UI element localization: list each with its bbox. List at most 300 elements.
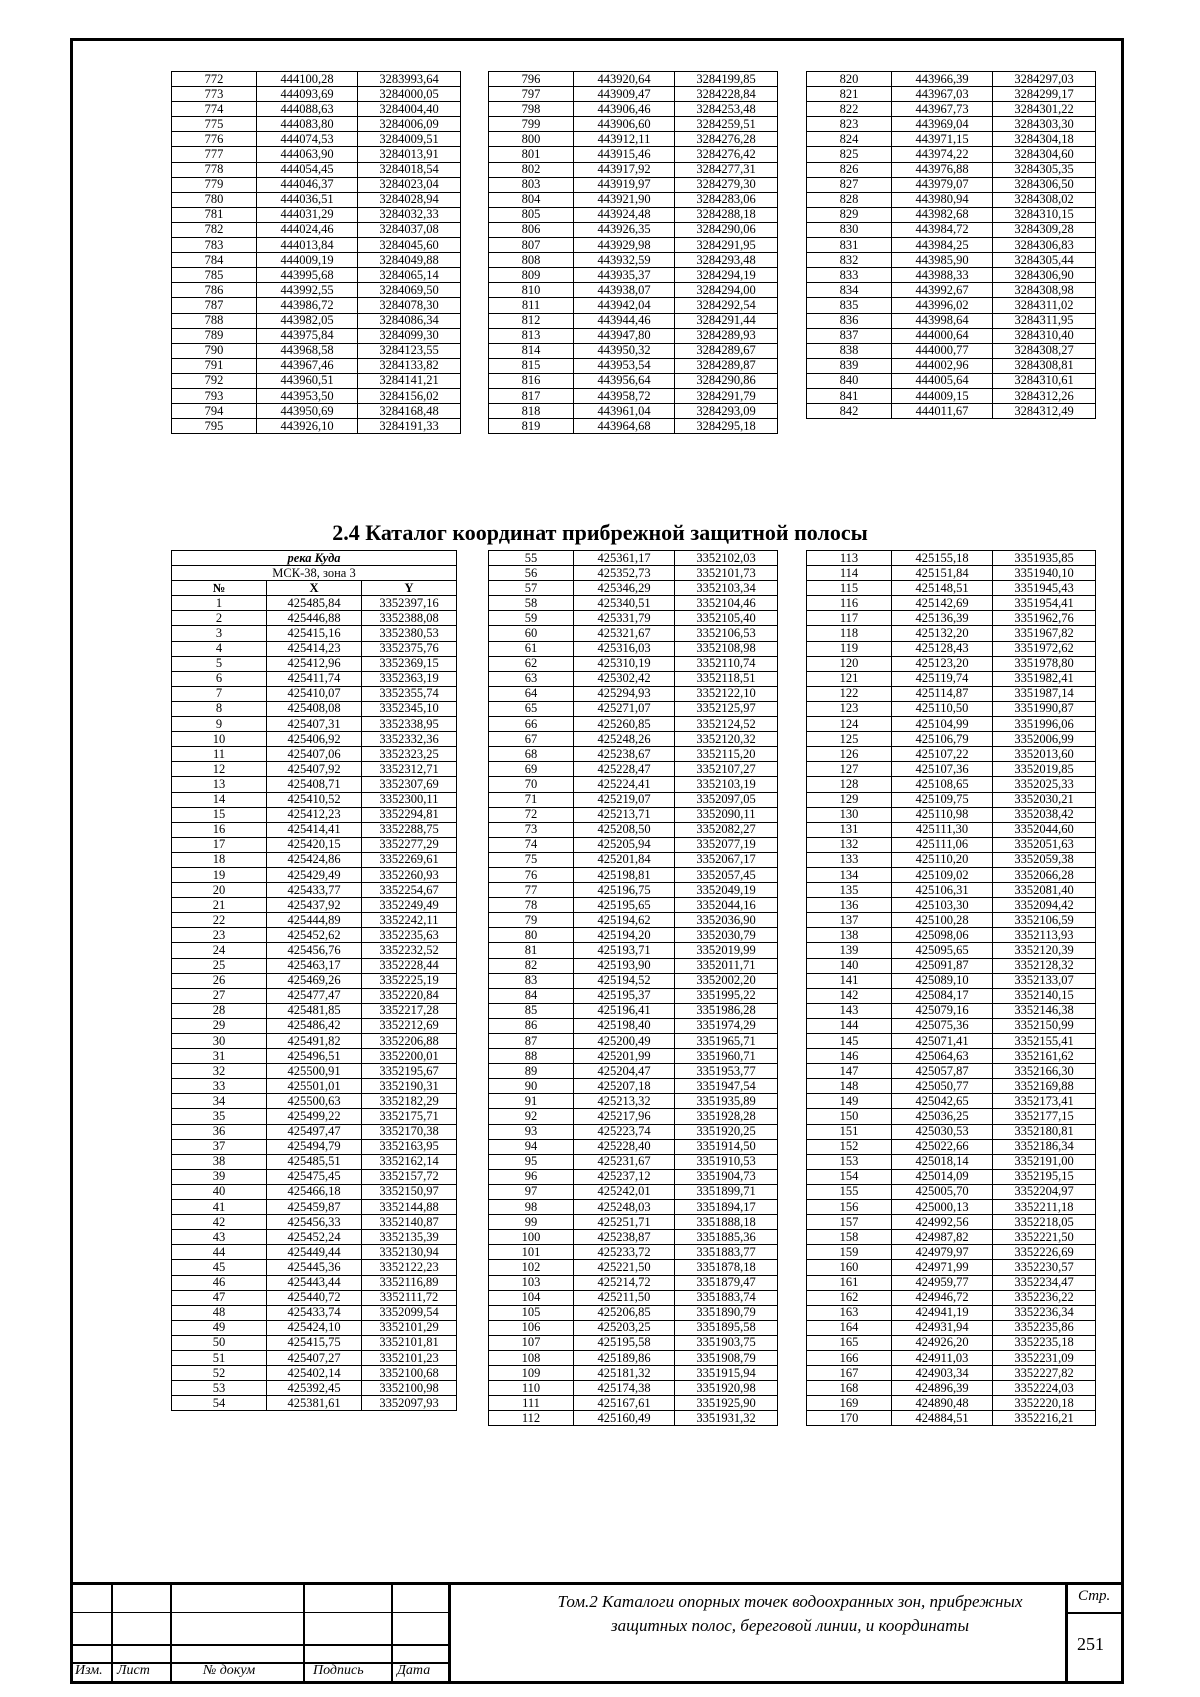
table-row	[489, 1034, 778, 1049]
y-coordinate: 3351883,77	[675, 1245, 778, 1260]
point-number: 10	[172, 732, 267, 747]
point-number: 121	[807, 671, 892, 686]
y-coordinate: 3352190,31	[362, 1079, 457, 1094]
x-coordinate: 444063,90	[257, 147, 358, 162]
y-coordinate: 3352044,60	[993, 822, 1096, 837]
y-coordinate: 3352057,45	[675, 867, 778, 882]
point-number: 42	[172, 1215, 267, 1230]
point-number: 20	[172, 883, 267, 898]
y-coordinate: 3351987,14	[993, 686, 1096, 701]
y-coordinate: 3352144,88	[362, 1200, 457, 1215]
x-coordinate: 425410,52	[267, 792, 362, 807]
y-coordinate: 3352106,59	[993, 913, 1096, 928]
x-coordinate: 425469,26	[267, 973, 362, 988]
x-coordinate: 425132,20	[892, 626, 993, 641]
point-number: 86	[489, 1018, 574, 1033]
x-coordinate: 443906,46	[574, 102, 675, 117]
point-number: 41	[172, 1200, 267, 1215]
y-coordinate: 3352066,28	[993, 867, 1096, 882]
x-coordinate: 444054,45	[257, 162, 358, 177]
y-coordinate: 3351914,50	[675, 1139, 778, 1154]
table-row	[807, 253, 1096, 268]
x-coordinate: 443968,58	[257, 343, 358, 358]
point-number: 776	[172, 132, 257, 147]
point-number: 58	[489, 596, 574, 611]
x-coordinate: 425193,71	[574, 943, 675, 958]
y-coordinate: 3352323,25	[362, 747, 457, 762]
point-number: 49	[172, 1320, 267, 1335]
y-coordinate: 3352332,36	[362, 732, 457, 747]
x-coordinate: 425446,88	[267, 611, 362, 626]
table-row	[807, 147, 1096, 162]
point-number: 63	[489, 671, 574, 686]
x-coordinate: 425414,23	[267, 641, 362, 656]
x-coordinate: 425100,28	[892, 913, 993, 928]
y-coordinate: 3352059,38	[993, 852, 1096, 867]
x-coordinate: 425194,52	[574, 973, 675, 988]
table-row	[807, 328, 1096, 343]
x-coordinate: 425361,17	[574, 551, 675, 566]
table-row	[172, 177, 461, 192]
table-row	[489, 1350, 778, 1365]
table-row	[489, 701, 778, 716]
x-coordinate: 443974,22	[892, 147, 993, 162]
x-coordinate: 444005,64	[892, 373, 993, 388]
point-number: 120	[807, 656, 892, 671]
point-number: 165	[807, 1335, 892, 1350]
table-row	[807, 671, 1096, 686]
title-block	[73, 1582, 1121, 1681]
point-number: 834	[807, 283, 892, 298]
header-x: X	[267, 581, 362, 596]
y-coordinate: 3352220,18	[993, 1396, 1096, 1411]
table-row	[807, 701, 1096, 716]
table-row	[172, 1200, 457, 1215]
y-coordinate: 3351940,10	[993, 566, 1096, 581]
x-coordinate: 425466,18	[267, 1184, 362, 1199]
y-coordinate: 3284294,00	[675, 283, 778, 298]
table-row	[172, 328, 461, 343]
point-number: 840	[807, 373, 892, 388]
catalog-bottom-table-3	[806, 550, 1096, 1426]
y-coordinate: 3284289,87	[675, 358, 778, 373]
table-row	[172, 1064, 457, 1079]
table-row	[807, 747, 1096, 762]
y-coordinate: 3352173,41	[993, 1094, 1096, 1109]
point-number: 810	[489, 283, 574, 298]
river-name: река Куда	[172, 551, 457, 566]
point-number: 111	[489, 1396, 574, 1411]
point-number: 138	[807, 928, 892, 943]
table-row	[489, 87, 778, 102]
x-coordinate: 425095,65	[892, 943, 993, 958]
x-coordinate: 425110,20	[892, 852, 993, 867]
stamp-label-change: Изм.	[75, 1663, 103, 1678]
point-number: 47	[172, 1290, 267, 1305]
x-coordinate: 425206,85	[574, 1305, 675, 1320]
point-number: 50	[172, 1335, 267, 1350]
point-number: 8	[172, 701, 267, 716]
point-number: 790	[172, 343, 257, 358]
y-coordinate: 3352307,69	[362, 777, 457, 792]
point-number: 124	[807, 717, 892, 732]
y-coordinate: 3284311,02	[993, 298, 1096, 313]
table-row	[172, 87, 461, 102]
point-number: 87	[489, 1034, 574, 1049]
y-coordinate: 3352150,97	[362, 1184, 457, 1199]
x-coordinate: 425050,77	[892, 1079, 993, 1094]
x-coordinate: 425098,06	[892, 928, 993, 943]
table-row	[172, 283, 461, 298]
table-row	[489, 732, 778, 747]
table-row	[489, 807, 778, 822]
y-coordinate: 3284288,18	[675, 207, 778, 222]
point-number: 149	[807, 1094, 892, 1109]
table-row	[807, 1215, 1096, 1230]
x-coordinate: 424941,19	[892, 1305, 993, 1320]
point-number: 839	[807, 358, 892, 373]
y-coordinate: 3352162,14	[362, 1154, 457, 1169]
y-coordinate: 3284065,14	[358, 268, 461, 283]
point-number: 6	[172, 671, 267, 686]
x-coordinate: 425114,87	[892, 686, 993, 701]
x-coordinate: 443960,51	[257, 373, 358, 388]
x-coordinate: 424979,97	[892, 1245, 993, 1260]
table-row	[807, 283, 1096, 298]
x-coordinate: 443971,15	[892, 132, 993, 147]
y-coordinate: 3352030,79	[675, 928, 778, 943]
table-row	[807, 404, 1096, 419]
x-coordinate: 443929,98	[574, 238, 675, 253]
point-number: 92	[489, 1109, 574, 1124]
point-number: 144	[807, 1018, 892, 1033]
point-number: 101	[489, 1245, 574, 1260]
table-row	[807, 1275, 1096, 1290]
y-coordinate: 3352212,69	[362, 1018, 457, 1033]
x-coordinate: 425194,20	[574, 928, 675, 943]
x-coordinate: 424992,56	[892, 1215, 993, 1230]
x-coordinate: 443953,54	[574, 358, 675, 373]
x-coordinate: 425219,07	[574, 792, 675, 807]
point-number: 786	[172, 283, 257, 298]
y-coordinate: 3351974,29	[675, 1018, 778, 1033]
x-coordinate: 425193,90	[574, 958, 675, 973]
y-coordinate: 3351925,90	[675, 1396, 778, 1411]
point-number: 148	[807, 1079, 892, 1094]
table-row	[489, 222, 778, 237]
x-coordinate: 443919,97	[574, 177, 675, 192]
x-coordinate: 444036,51	[257, 192, 358, 207]
point-number: 830	[807, 222, 892, 237]
y-coordinate: 3352124,52	[675, 717, 778, 732]
table-row	[489, 1018, 778, 1033]
y-coordinate: 3352182,29	[362, 1094, 457, 1109]
point-number: 146	[807, 1049, 892, 1064]
point-number: 61	[489, 641, 574, 656]
y-coordinate: 3352206,88	[362, 1034, 457, 1049]
x-coordinate: 443982,05	[257, 313, 358, 328]
point-number: 825	[807, 147, 892, 162]
table-row	[489, 1079, 778, 1094]
point-number: 153	[807, 1154, 892, 1169]
y-coordinate: 3352067,17	[675, 852, 778, 867]
point-number: 96	[489, 1169, 574, 1184]
y-coordinate: 3284099,30	[358, 328, 461, 343]
point-number: 143	[807, 1003, 892, 1018]
y-coordinate: 3284308,02	[993, 192, 1096, 207]
x-coordinate: 425109,02	[892, 867, 993, 882]
point-number: 826	[807, 162, 892, 177]
table-row	[807, 1200, 1096, 1215]
point-number: 88	[489, 1049, 574, 1064]
y-coordinate: 3284283,06	[675, 192, 778, 207]
y-coordinate: 3352036,90	[675, 913, 778, 928]
table-row	[807, 973, 1096, 988]
y-coordinate: 3352049,19	[675, 883, 778, 898]
x-coordinate: 443950,32	[574, 343, 675, 358]
y-coordinate: 3352128,32	[993, 958, 1096, 973]
y-coordinate: 3352338,95	[362, 717, 457, 732]
table-row	[172, 1381, 457, 1396]
point-number: 787	[172, 298, 257, 313]
table-row	[807, 358, 1096, 373]
table-row	[807, 1320, 1096, 1335]
table-row	[807, 1396, 1096, 1411]
point-number: 57	[489, 581, 574, 596]
point-number: 164	[807, 1320, 892, 1335]
point-number: 75	[489, 852, 574, 867]
point-number: 105	[489, 1305, 574, 1320]
y-coordinate: 3351903,75	[675, 1335, 778, 1350]
x-coordinate: 425091,87	[892, 958, 993, 973]
x-coordinate: 443980,94	[892, 192, 993, 207]
y-coordinate: 3284293,48	[675, 253, 778, 268]
table-row	[489, 192, 778, 207]
point-number: 25	[172, 958, 267, 973]
table-row	[172, 852, 457, 867]
point-number: 59	[489, 611, 574, 626]
table-row	[489, 867, 778, 882]
x-coordinate: 425106,31	[892, 883, 993, 898]
y-coordinate: 3352099,54	[362, 1305, 457, 1320]
y-coordinate: 3284289,67	[675, 343, 778, 358]
table-row	[489, 404, 778, 419]
point-number: 110	[489, 1381, 574, 1396]
y-coordinate: 3352186,34	[993, 1139, 1096, 1154]
y-coordinate: 3351920,25	[675, 1124, 778, 1139]
point-number: 102	[489, 1260, 574, 1275]
point-number: 773	[172, 87, 257, 102]
point-number: 782	[172, 222, 257, 237]
table-row	[807, 1290, 1096, 1305]
y-coordinate: 3352155,41	[993, 1034, 1096, 1049]
x-coordinate: 425485,84	[267, 596, 362, 611]
x-coordinate: 424903,34	[892, 1366, 993, 1381]
y-coordinate: 3352236,34	[993, 1305, 1096, 1320]
point-number: 129	[807, 792, 892, 807]
x-coordinate: 425294,93	[574, 686, 675, 701]
x-coordinate: 425223,74	[574, 1124, 675, 1139]
y-coordinate: 3352235,63	[362, 928, 457, 943]
table-row	[807, 792, 1096, 807]
x-coordinate: 425231,67	[574, 1154, 675, 1169]
point-number: 803	[489, 177, 574, 192]
x-coordinate: 425205,94	[574, 837, 675, 852]
y-coordinate: 3351996,06	[993, 717, 1096, 732]
point-number: 76	[489, 867, 574, 882]
table-row	[807, 1335, 1096, 1350]
y-coordinate: 3351899,71	[675, 1184, 778, 1199]
point-number: 81	[489, 943, 574, 958]
x-coordinate: 443953,50	[257, 388, 358, 403]
y-coordinate: 3284292,54	[675, 298, 778, 313]
y-coordinate: 3351935,89	[675, 1094, 778, 1109]
point-number: 827	[807, 177, 892, 192]
x-coordinate: 425214,72	[574, 1275, 675, 1290]
table-row	[489, 1169, 778, 1184]
y-coordinate: 3284305,44	[993, 253, 1096, 268]
x-coordinate: 425089,10	[892, 973, 993, 988]
stamp-label-signature: Подпись	[313, 1663, 364, 1678]
x-coordinate: 425148,51	[892, 581, 993, 596]
point-number: 161	[807, 1275, 892, 1290]
x-coordinate: 443979,07	[892, 177, 993, 192]
table-row	[807, 1018, 1096, 1033]
point-number: 831	[807, 238, 892, 253]
point-number: 64	[489, 686, 574, 701]
x-coordinate: 425110,98	[892, 807, 993, 822]
point-number: 16	[172, 822, 267, 837]
table-row	[807, 298, 1096, 313]
table-row	[807, 177, 1096, 192]
x-coordinate: 425310,19	[574, 656, 675, 671]
point-number: 797	[489, 87, 574, 102]
table-row	[172, 762, 457, 777]
y-coordinate: 3352236,22	[993, 1290, 1096, 1305]
y-coordinate: 3352224,03	[993, 1381, 1096, 1396]
point-number: 130	[807, 807, 892, 822]
point-number: 781	[172, 207, 257, 222]
x-coordinate: 425000,13	[892, 1200, 993, 1215]
table-row	[489, 1064, 778, 1079]
table-row	[172, 1003, 457, 1018]
y-coordinate: 3284308,27	[993, 343, 1096, 358]
table-row	[172, 1154, 457, 1169]
y-coordinate: 3284309,28	[993, 222, 1096, 237]
y-coordinate: 3352288,75	[362, 822, 457, 837]
y-coordinate: 3352103,19	[675, 777, 778, 792]
table-row	[172, 1139, 457, 1154]
point-number: 84	[489, 988, 574, 1003]
point-number: 100	[489, 1230, 574, 1245]
point-number: 29	[172, 1018, 267, 1033]
y-coordinate: 3351945,43	[993, 581, 1096, 596]
point-number: 97	[489, 1184, 574, 1199]
x-coordinate: 443992,67	[892, 283, 993, 298]
x-coordinate: 425201,84	[574, 852, 675, 867]
y-coordinate: 3284141,21	[358, 373, 461, 388]
y-coordinate: 3352312,71	[362, 762, 457, 777]
y-coordinate: 3352221,50	[993, 1230, 1096, 1245]
point-number: 67	[489, 732, 574, 747]
page-label: Стр.	[1078, 1588, 1111, 1604]
point-number: 3	[172, 626, 267, 641]
table-row	[489, 1003, 778, 1018]
point-number: 114	[807, 566, 892, 581]
y-coordinate: 3284297,03	[993, 72, 1096, 87]
y-coordinate: 3352177,15	[993, 1109, 1096, 1124]
x-coordinate: 443996,02	[892, 298, 993, 313]
y-coordinate: 3352013,60	[993, 747, 1096, 762]
x-coordinate: 425499,22	[267, 1109, 362, 1124]
y-coordinate: 3352195,15	[993, 1169, 1096, 1184]
point-number: 833	[807, 268, 892, 283]
x-coordinate: 425433,74	[267, 1305, 362, 1320]
y-coordinate: 3284279,30	[675, 177, 778, 192]
point-number: 842	[807, 404, 892, 419]
y-coordinate: 3352090,11	[675, 807, 778, 822]
table-row	[489, 207, 778, 222]
y-coordinate: 3352234,47	[993, 1275, 1096, 1290]
y-coordinate: 3284259,51	[675, 117, 778, 132]
point-number: 788	[172, 313, 257, 328]
x-coordinate: 444000,77	[892, 343, 993, 358]
point-number: 145	[807, 1034, 892, 1049]
y-coordinate: 3351878,18	[675, 1260, 778, 1275]
x-coordinate: 443958,72	[574, 388, 675, 403]
x-coordinate: 424884,51	[892, 1411, 993, 1426]
table-row	[489, 988, 778, 1003]
table-row	[489, 1305, 778, 1320]
y-coordinate: 3352133,07	[993, 973, 1096, 988]
point-number: 123	[807, 701, 892, 716]
x-coordinate: 425233,72	[574, 1245, 675, 1260]
x-coordinate: 425449,44	[267, 1245, 362, 1260]
point-number: 821	[807, 87, 892, 102]
y-coordinate: 3352102,03	[675, 551, 778, 566]
table-row	[172, 641, 457, 656]
x-coordinate: 443964,68	[574, 419, 675, 434]
point-number: 792	[172, 373, 257, 388]
table-row	[489, 943, 778, 958]
table-row	[489, 973, 778, 988]
point-number: 45	[172, 1260, 267, 1275]
point-number: 785	[172, 268, 257, 283]
point-number: 133	[807, 852, 892, 867]
x-coordinate: 443975,84	[257, 328, 358, 343]
point-number: 21	[172, 898, 267, 913]
x-coordinate: 443924,48	[574, 207, 675, 222]
table-row	[807, 656, 1096, 671]
table-row	[807, 732, 1096, 747]
x-coordinate: 425251,71	[574, 1215, 675, 1230]
point-number: 134	[807, 867, 892, 882]
point-number: 806	[489, 222, 574, 237]
x-coordinate: 425415,16	[267, 626, 362, 641]
table-row	[172, 1230, 457, 1245]
point-number: 107	[489, 1335, 574, 1350]
point-number: 837	[807, 328, 892, 343]
table-row	[489, 566, 778, 581]
table-row	[489, 102, 778, 117]
point-number: 30	[172, 1034, 267, 1049]
x-coordinate: 443920,64	[574, 72, 675, 87]
point-number: 829	[807, 207, 892, 222]
y-coordinate: 3352110,74	[675, 656, 778, 671]
y-coordinate: 3351995,22	[675, 988, 778, 1003]
y-coordinate: 3351972,62	[993, 641, 1096, 656]
point-number: 794	[172, 404, 257, 419]
